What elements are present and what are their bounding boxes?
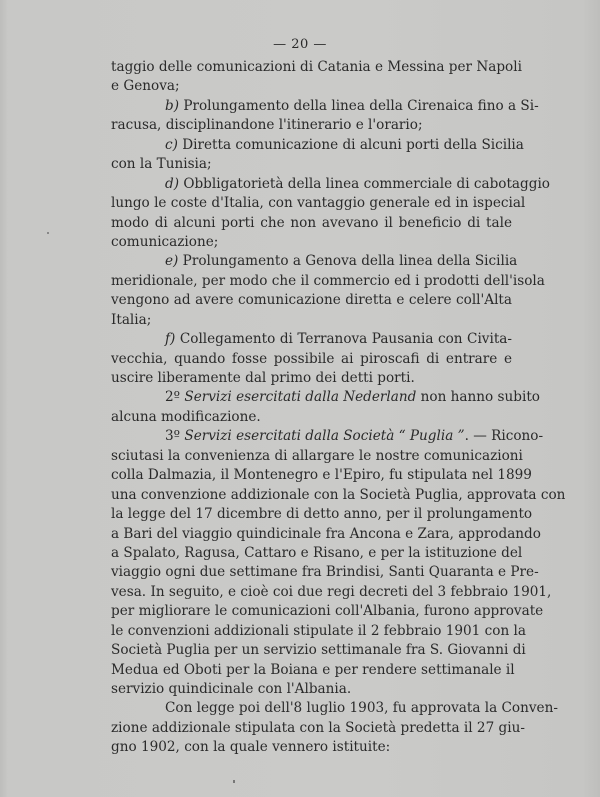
text-line: modo di alcuni porti che non avevano il beneficio di tale	[111, 214, 512, 231]
text-line: d) Obbligatorietà della linea commerciale di cabotaggio	[165, 175, 550, 192]
text-line: Società Puglia per un servizio settimanale fra S. Giovanni di	[111, 642, 526, 659]
text-line: con la Tunisia;	[111, 156, 212, 173]
text-line: gno 1902, con la quale vennero istituite:	[111, 739, 391, 756]
page-number: — 20 —	[273, 37, 327, 52]
text-line: b) Prolungamento della linea della Cirenaica fino a Si-	[165, 97, 539, 114]
text-line: alcuna modificazione.	[111, 408, 261, 425]
body-text	[111, 58, 566, 758]
text-line: f) Collegamento di Terranova Pausania con Civita-	[165, 331, 512, 348]
text-line: vengono ad avere comunicazione diretta e celere coll'Alta	[111, 292, 512, 309]
text-line: per migliorare le comunicazioni coll'Albania, furono approvate	[111, 603, 544, 620]
text-line: viaggio ogni due settimane fra Brindisi, Santi Quaranta e Pre-	[111, 564, 539, 581]
text-line: comunicazione;	[111, 233, 219, 250]
text-line: Medua ed Oboti per la Boiana e per rendere settimanale il	[111, 661, 515, 678]
text-line: 2º Servizi esercitati dalla Nederland non hanno subito	[165, 389, 540, 406]
text-line: Con legge poi dell'8 luglio 1903, fu approvata la Conven-	[165, 700, 558, 717]
text-line: meridionale, per modo che il commercio ed i prodotti dell'isola	[111, 272, 545, 289]
text-line: Italia;	[111, 311, 152, 328]
scan-speck	[233, 780, 235, 783]
text-line: a Bari del viaggio quindicinale fra Ancona e Zara, approdando	[111, 525, 541, 542]
text-line: vesa. In seguito, e cioè coi due regi decreti del 3 febbraio 1901,	[111, 583, 552, 600]
text-line: le convenzioni addizionali stipulate il 2 febbraio 1901 con la	[111, 622, 526, 639]
text-line: taggio delle comunicazioni di Catania e Messina per Napoli	[111, 59, 522, 75]
text-line: vecchia, quando fosse possibile ai piroscafi di entrare e	[111, 350, 512, 367]
text-line: e) Prolungamento a Genova della linea della Sicilia	[165, 253, 518, 270]
text-line: una convenzione addizionale con la Società Puglia, approvata con	[111, 486, 566, 503]
text-line: servizio quindicinale con l'Albania.	[111, 681, 352, 697]
text-line: uscire liberamente dal primo dei detti porti.	[111, 370, 415, 386]
scan-speck	[47, 232, 49, 234]
text-line: a Spalato, Ragusa, Cattaro e Risano, e per la istituzione del	[111, 544, 523, 561]
text-line: sciutasi la convenienza di allargare le nostre comunicazioni	[111, 447, 523, 464]
text-line: la legge del 17 dicembre di detto anno, per il prolungamento	[111, 506, 533, 523]
text-line: colla Dalmazia, il Montenegro e l'Epiro, fu stipulata nel 1899	[111, 467, 532, 484]
text-line: e Genova;	[111, 78, 180, 95]
text-line: zione addizionale stipulata con la Società predetta il 27 giu-	[111, 719, 525, 736]
text-line: c) Diretta comunicazione di alcuni porti della Sicilia	[165, 136, 524, 153]
text-line: 3º Servizi esercitati dalla Società “ Puglia ”. — Ricono-	[165, 428, 544, 445]
text-line: racusa, disciplinandone l'itinerario e l'orario;	[111, 117, 423, 134]
text-line: lungo le coste d'Italia, con vantaggio generale ed in ispecial	[111, 195, 526, 212]
